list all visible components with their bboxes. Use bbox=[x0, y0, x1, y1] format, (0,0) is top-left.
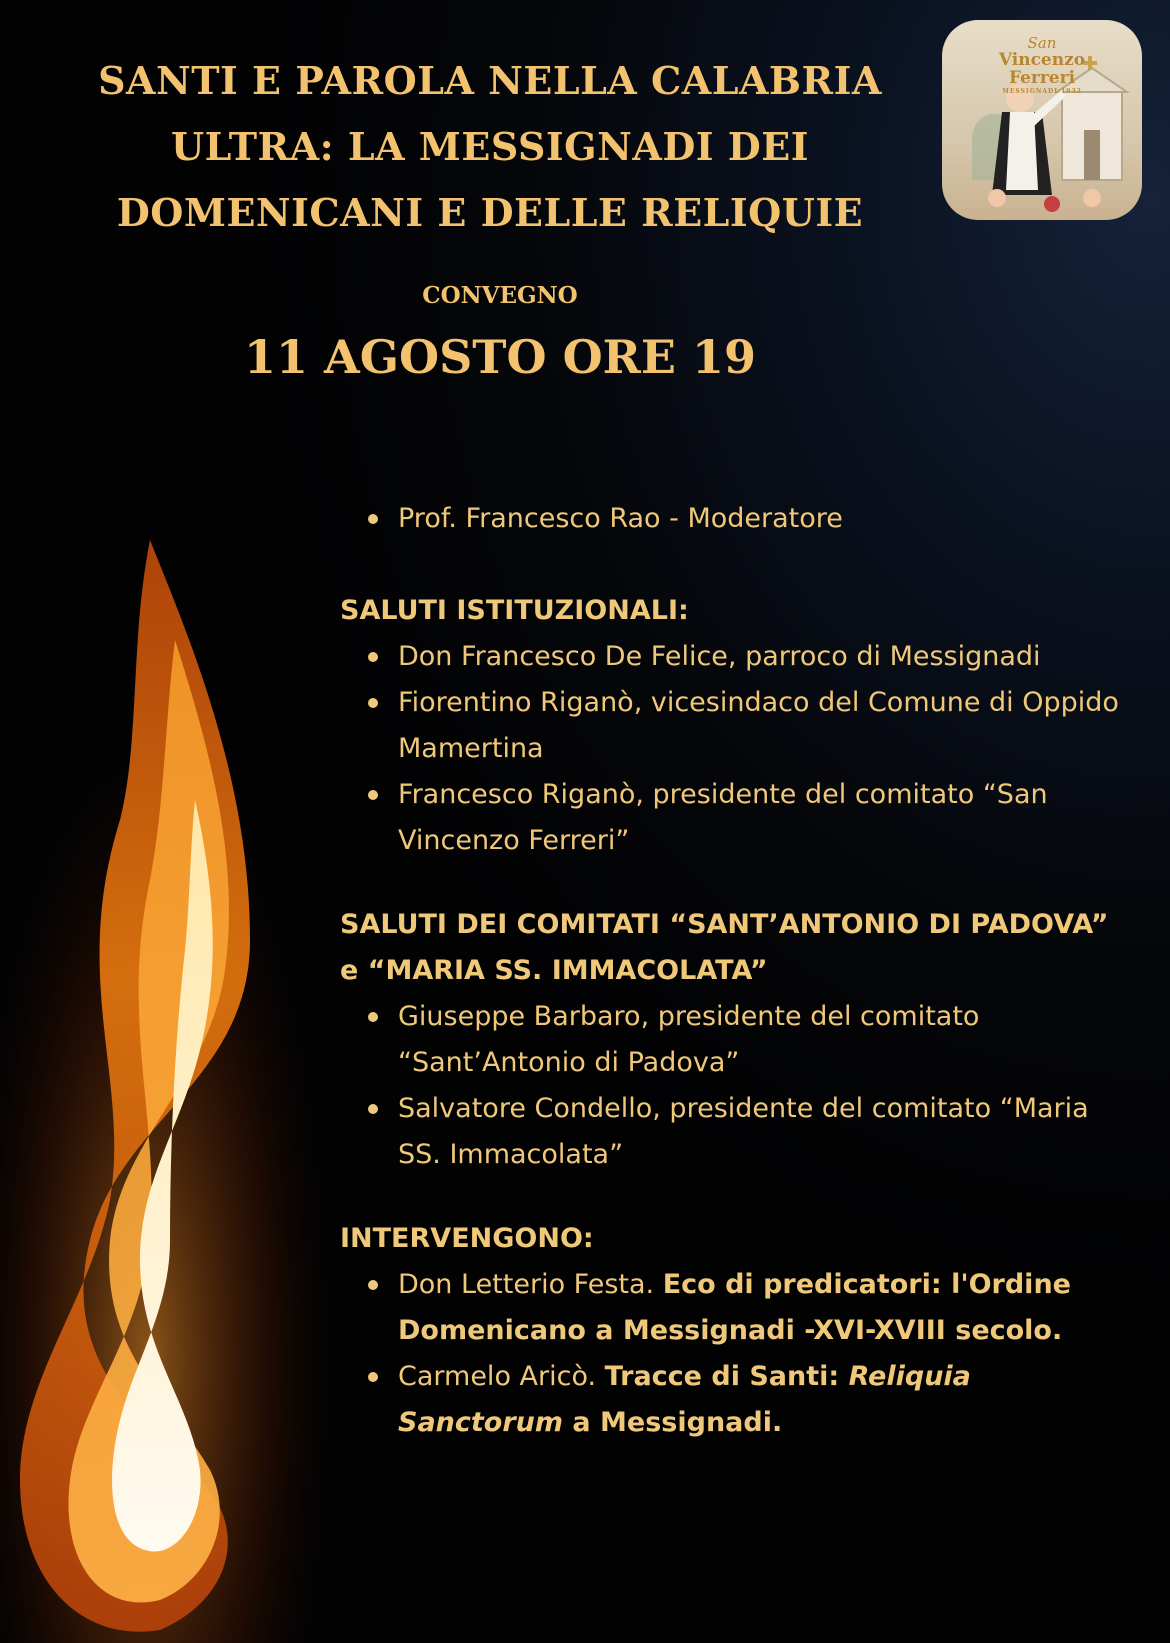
logo-text-vincenzo: Vincenzo bbox=[998, 50, 1086, 70]
bullet-icon bbox=[368, 698, 378, 708]
talk-title-end: a Messignadi. bbox=[563, 1407, 783, 1438]
speaker-name: Don Letterio Festa. bbox=[398, 1269, 663, 1300]
event-type: CONVEGNO bbox=[422, 282, 578, 309]
list-item-text: Don Francesco De Felice, parroco di Messignadi bbox=[398, 641, 1041, 672]
moderator-text: Prof. Francesco Rao - Moderatore bbox=[398, 503, 843, 534]
saluti-comitati-list bbox=[340, 994, 1130, 1178]
list-item-text: Fiorentino Riganò, vicesindaco del Comune di Oppido Mamertina bbox=[398, 687, 1119, 764]
logo-text-place: MESSIGNADI 1932 bbox=[1002, 88, 1082, 95]
moderator-list bbox=[340, 496, 1130, 542]
talk-title: Tracce di Santi: bbox=[604, 1361, 849, 1392]
talk-title-latin: Reliquia Sanctorum bbox=[398, 1361, 971, 1438]
bullet-icon bbox=[368, 1012, 378, 1022]
bullet-icon bbox=[368, 790, 378, 800]
section-heading-saluti-istituzionali: SALUTI ISTITUZIONALI: bbox=[340, 595, 689, 626]
intervengono-list bbox=[340, 1262, 1130, 1446]
talk-title: Eco di predicatori: l'Ordine Domenicano a Messignadi -XVI-XVIII secolo. bbox=[398, 1269, 1071, 1346]
list-item bbox=[340, 680, 1130, 772]
section-heading-intervengono: INTERVENGONO: bbox=[340, 1223, 594, 1254]
list-item bbox=[340, 634, 1130, 680]
list-item bbox=[340, 1086, 1130, 1178]
bullet-icon bbox=[368, 514, 378, 524]
bullet-icon bbox=[368, 1372, 378, 1382]
list-item bbox=[340, 496, 1130, 542]
bullet-icon bbox=[368, 1104, 378, 1114]
logo-text-ferreri: Ferreri bbox=[1008, 68, 1076, 88]
flame-image bbox=[0, 520, 330, 1643]
list-item bbox=[340, 994, 1130, 1086]
event-date: 11 AGOSTO ORE 19 bbox=[244, 330, 756, 384]
saluti-istituzionali-list bbox=[340, 634, 1130, 864]
bullet-icon bbox=[368, 652, 378, 662]
speaker-name: Carmelo Aricò. bbox=[398, 1361, 605, 1392]
bullet-icon bbox=[368, 1280, 378, 1290]
list-item bbox=[340, 772, 1130, 864]
list-item-text: Salvatore Condello, presidente del comitato “Maria SS. Immacolata” bbox=[398, 1093, 1089, 1170]
list-item bbox=[340, 1354, 1130, 1446]
list-item bbox=[340, 1262, 1130, 1354]
list-item-text: Francesco Riganò, presidente del comitato “San Vincenzo Ferreri” bbox=[398, 779, 1048, 856]
logo-text-san: San bbox=[1027, 34, 1057, 52]
program-content bbox=[340, 496, 1130, 1446]
logo bbox=[942, 20, 1142, 220]
section-heading-saluti-comitati: SALUTI DEI COMITATI “SANT’ANTONIO DI PADOVA” e “MARIA SS. IMMACOLATA” bbox=[340, 909, 1109, 986]
list-item-text: Giuseppe Barbaro, presidente del comitato “Sant’Antonio di Padova” bbox=[398, 1001, 980, 1078]
page-title: SANTI E PAROLA NELLA CALABRIA ULTRA: LA MESSIGNADI DEI DOMENICANI E DELLE RELIQUIE bbox=[98, 58, 882, 235]
